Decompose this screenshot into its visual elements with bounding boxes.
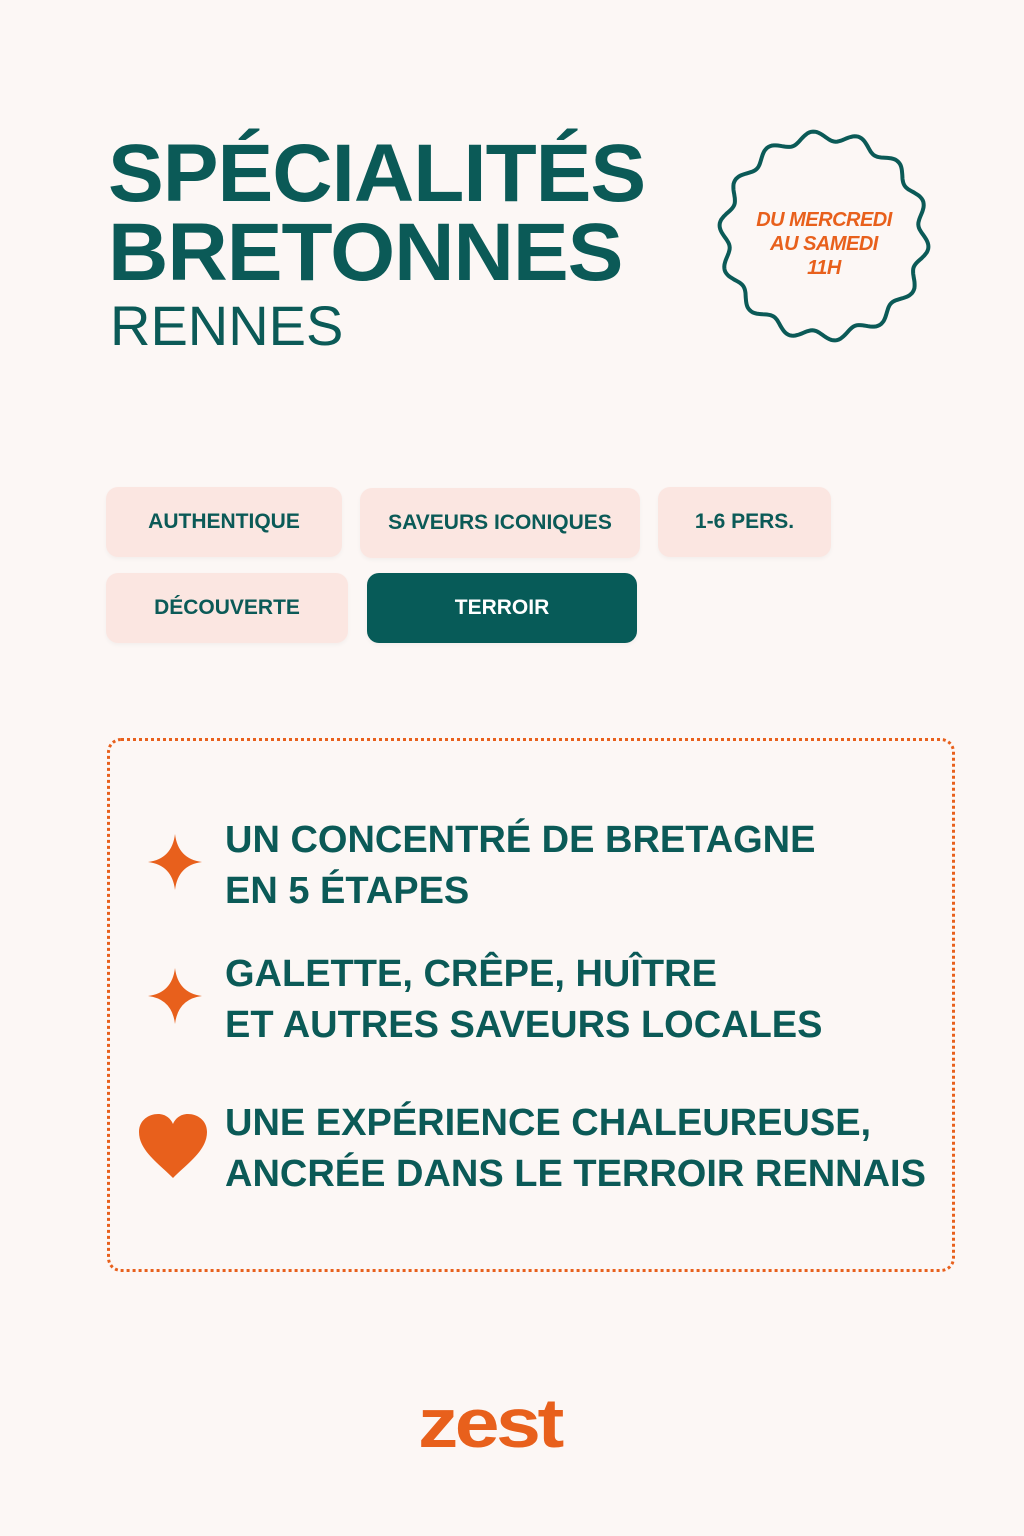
feature-2-line-1: GALETTE, CRÊPE, HUÎTRE (225, 953, 717, 995)
tag-terroir[interactable]: TERROIR (367, 573, 637, 643)
city-subtitle: RENNES (110, 294, 344, 357)
feature-2 (225, 949, 823, 1051)
tag-decouverte[interactable]: DÉCOUVERTE (106, 573, 348, 643)
tag-persons[interactable]: 1-6 PERS. (658, 487, 831, 557)
feature-2-line-2: ET AUTRES SAVEURS LOCALES (225, 1004, 823, 1046)
sparkle-icon (148, 968, 202, 1024)
feature-1 (225, 815, 815, 917)
feature-1-line-1: UN CONCENTRÉ DE BRETAGNE (225, 819, 816, 861)
title-line-2: BRETONNES (108, 207, 623, 298)
feature-3-line-2: ANCRÉE DANS LE TERROIR RENNAIS (225, 1153, 926, 1195)
heart-icon (137, 1112, 209, 1180)
feature-3-line-1: UNE EXPÉRIENCE CHALEUREUSE, (225, 1102, 872, 1144)
tag-authentique[interactable]: AUTHENTIQUE (106, 487, 342, 557)
feature-1-line-2: EN 5 ÉTAPES (225, 870, 470, 912)
badge-line-2: AU SAMEDI (770, 233, 878, 255)
schedule-badge (714, 126, 934, 346)
badge-line-1: DU MERCREDI (756, 209, 892, 231)
badge-line-3: 11H (807, 257, 841, 279)
zest-logo: zest (418, 1384, 561, 1462)
sparkle-icon (148, 834, 202, 890)
tag-saveurs-iconiques[interactable]: SAVEURS ICONIQUES (360, 488, 640, 558)
title-line-1: SPÉCIALITÉS (108, 128, 646, 219)
feature-3 (225, 1098, 926, 1200)
